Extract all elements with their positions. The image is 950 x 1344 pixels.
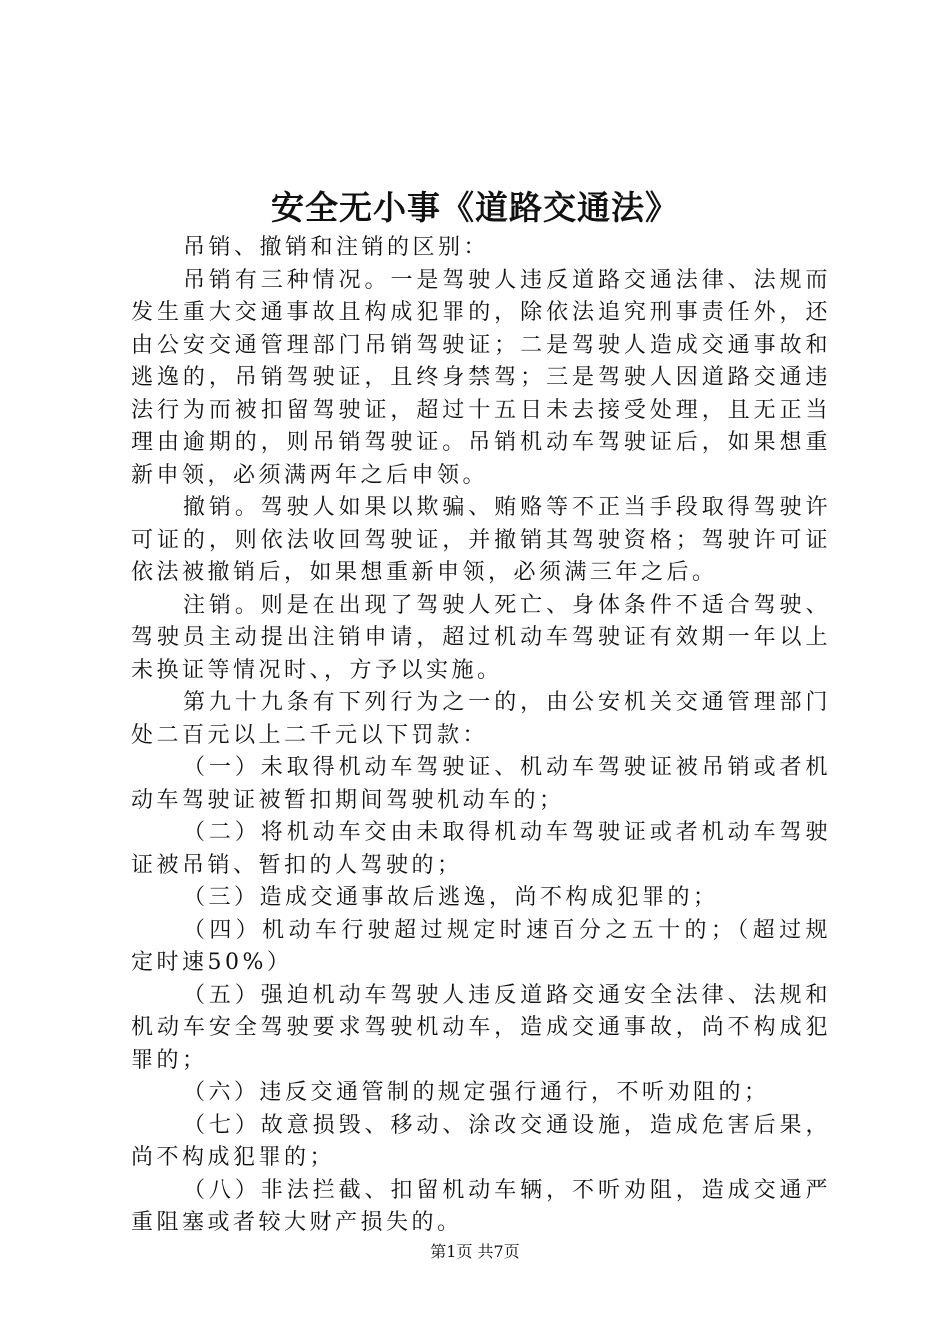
paragraph-item-6: （六）违反交通管制的规定强行通行，不听劝阻的；: [183, 1080, 770, 1105]
paragraph-article-99: 第九十九条有下列行为之一的，由公安机关交通管理部门处二百元以上二千元以下罚款：: [131, 690, 831, 748]
document-title: 安全无小事《道路交通法》: [271, 188, 679, 227]
paragraph-item-7: （七）故意损毁、移动、涂改交通设施，造成危害后果，尚不构成犯罪的；: [131, 1112, 831, 1170]
paragraph-item-3: （三）造成交通事故后逃逸，尚不构成犯罪的；: [183, 885, 719, 910]
paragraph-item-4: （四）机动车行驶超过规定时速百分之五十的；（超过规定时速50%）: [131, 917, 831, 975]
paragraph-revocation: 吊销有三种情况。一是驾驶人违反道路交通法律、法规而发生重大交通事故且构成犯罪的，除依法追究刑事责任外，还由公安交通管理部门吊销驾驶证；二是驾驶人造成交通事故和逃逸的，吊销驾驶证，且终身禁驾；三是驾驶人因道路交通违法行为而被扣留驾驶证，超过十五日未去接受处理，且无正当理由逾期的，则吊销驾驶证。吊销机动车驾驶证后，如果想重新申领，必须满两年之后申领。: [131, 267, 831, 488]
paragraph-item-8: （八）非法拦截、扣留机动车辆，不听劝阻，造成交通严重阻塞或者较大财产损失的。: [131, 1177, 831, 1235]
paragraph-distinction-heading: 吊销、撤销和注销的区别：: [183, 235, 490, 260]
paragraph-deregistration: 注销。则是在出现了驾驶人死亡、身体条件不适合驾驶、驾驶员主动提出注销申请，超过机动车驾驶证有效期一年以上未换证等情况时、，方予以实施。: [131, 592, 831, 683]
paragraph-item-2: （二）将机动车交由未取得机动车驾驶证或者机动车驾驶证被吊销、暂扣的人驾驶的；: [131, 820, 831, 878]
paragraph-item-5: （五）强迫机动车驾驶人违反道路交通安全法律、法规和机动车安全驾驶要求驾驶机动车，造成交通事故，尚不构成犯罪的；: [131, 982, 831, 1073]
paragraph-item-1: （一）未取得机动车驾驶证、机动车驾驶证被吊销或者机动车驾驶证被暂扣期间驾驶机动车的；: [131, 755, 831, 813]
paragraph-cancellation: 撤销。驾驶人如果以欺骗、贿赂等不正当手段取得驾驶许可证的，则依法收回驾驶证，并撤销其驾驶资格；驾驶许可证依法被撤销后，如果想重新申领，必须满三年之后。: [131, 495, 831, 585]
document-body: [131, 232, 831, 1240]
page-footer: 第1页 共7页: [430, 1242, 520, 1261]
